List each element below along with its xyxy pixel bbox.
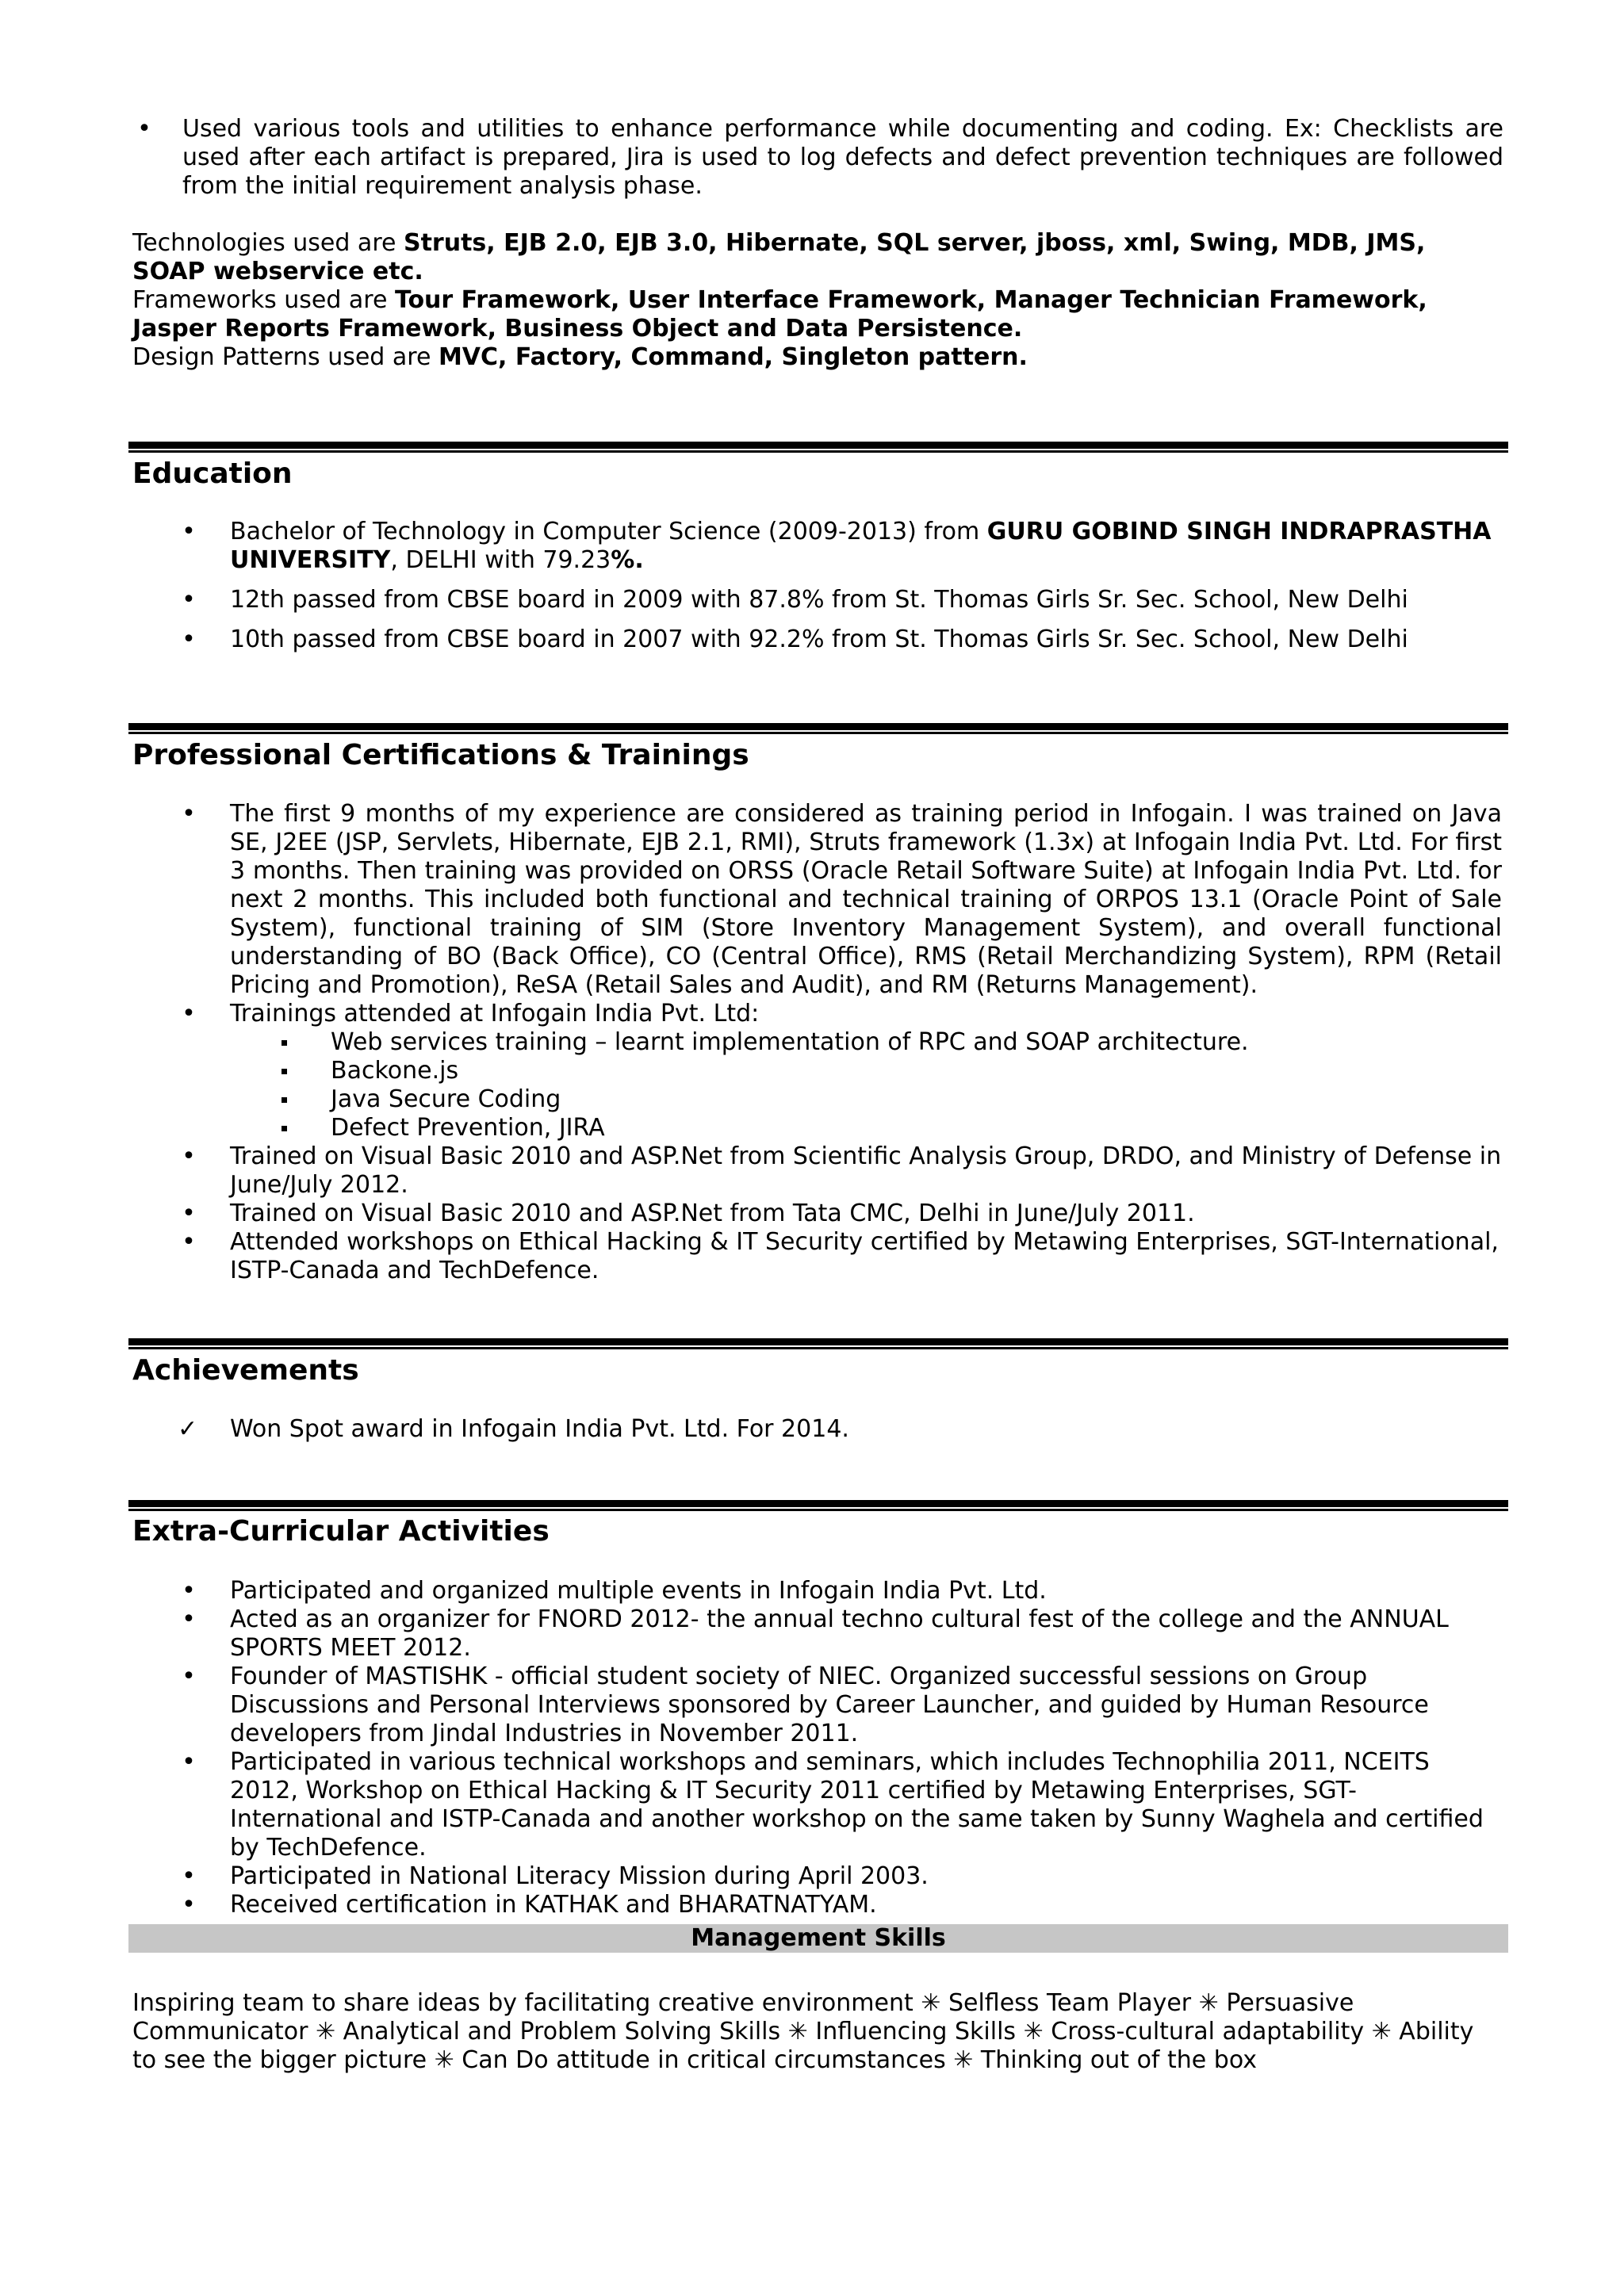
list-item: • Participated and organized multiple events in Infogain India Pvt. Ltd.	[182, 1577, 1047, 1605]
sublist-item: Java Secure Coding	[331, 1085, 1502, 1114]
list-item: • The first 9 months of my experience are considered as training period in Infogain. I was trained on Java SE, J2EE (JSP, Servlets, Hibernate, EJB 2.1, RMI), Struts framework (1.3x) at Infogain India Pvt. Ltd. For first 3 months. Then training was provided on ORSS (Oracle Retail Software Suite) at Infogain India Pvt. Ltd. for next 2 months. This included both functional and technical training of ORPOS 13.1 (Oracle Point of Sale System), functional training of SIM (Store Inventory Management System), and overall functional understanding of BO (Back Office), CO (Central Office), RMS (Retail Merchandizing System), RPM (Retail Pricing and Promotion), ReSA (Retail Sales and Audit), and RM (Returns Management).	[182, 800, 1502, 999]
list-item: • 12th passed from CBSE board in 2009 with 87.8% from St. Thomas Girls Sr. Sec. School, New Delhi	[182, 586, 1408, 614]
list-item: • Attended workshops on Ethical Hacking & IT Security certified by Metawing Enterprises, SGT-International, ISTP-Canada and TechDefence.	[182, 1228, 1499, 1284]
management-skills-banner: Management Skills	[128, 1924, 1508, 1953]
bullet-icon: •	[182, 518, 196, 545]
bullet-icon: •	[182, 626, 196, 653]
section-divider	[128, 723, 1508, 734]
bullet-icon: •	[182, 1862, 196, 1890]
design-patterns-label: Design Patterns used are	[132, 343, 439, 371]
design-patterns-value: MVC, Factory, Command, Singleton pattern.	[438, 343, 1028, 371]
management-skills-text: Inspiring team to share ideas by facilitating creative environment ✳ Selfless Team Player ✳ Persuasive Communicator ✳ Analytical and Problem Solving Skills ✳ Influencing Skills ✳ Cross-cultural adaptability ✳ Ability to see the bigger picture ✳ Can Do attitude in critical circumstances ✳ Thinking out of the box	[132, 1989, 1474, 2074]
list-item: • Trainings attended at Infogain India Pvt. Ltd: Web services training – learnt implementation of RPC and SOAP architecture. Backone.js Java Secure Coding Defect Prevention, JIRA	[230, 1000, 1502, 1142]
education-heading: Education	[132, 457, 293, 490]
frameworks-label: Frameworks used are	[132, 286, 395, 314]
square-bullet-icon	[282, 1040, 287, 1046]
certifications-list	[182, 800, 1502, 1285]
technologies-value: Struts, EJB 2.0, EJB 3.0, Hibernate, SQL server, jboss, xml, Swing, MDB, JMS, SOAP webservice etc.	[132, 229, 1426, 285]
list-item: • Received certification in KATHAK and BHARATNATYAM.	[182, 1891, 877, 1919]
trainings-sublist	[230, 1028, 1502, 1142]
list-item: ✓ Won Spot award in Infogain India Pvt. Ltd. For 2014.	[178, 1415, 849, 1443]
bullet-icon: •	[182, 1142, 196, 1170]
list-item: • 10th passed from CBSE board in 2007 with 92.2% from St. Thomas Girls Sr. Sec. School, New Delhi	[182, 626, 1408, 653]
list-item: • Acted as an organizer for FNORD 2012- the annual techno cultural fest of the college and the ANNUAL SPORTS MEET 2012.	[182, 1605, 1449, 1662]
achievements-heading: Achievements	[132, 1354, 359, 1387]
checkmark-icon: ✓	[178, 1415, 198, 1443]
bullet-icon: •	[182, 586, 196, 614]
experience-bullet-list	[137, 115, 1503, 201]
bullet-icon: •	[182, 1200, 196, 1227]
extracurricular-list	[182, 1577, 1502, 1919]
sublist-item: Web services training – learnt implementation of RPC and SOAP architecture.	[331, 1028, 1502, 1057]
list-item: • Participated in various technical workshops and seminars, which includes Technophilia 2011, NCEITS 2012, Workshop on Ethical Hacking & IT Security 2011 certified by Metawing Enterprises, SGT-International and ISTP-Canada and another workshop on the same taken by Sunny Waghela and certified by TechDefence.	[182, 1748, 1484, 1862]
square-bullet-icon	[282, 1069, 287, 1074]
section-divider	[128, 1338, 1508, 1349]
certifications-heading: Professional Certifications & Trainings	[132, 739, 749, 771]
bullet-icon: •	[182, 1577, 196, 1605]
bullet-icon: •	[182, 1228, 196, 1256]
bullet-icon: •	[182, 1891, 196, 1919]
section-divider	[128, 442, 1508, 453]
list-item: • Participated in National Literacy Mission during April 2003.	[182, 1862, 929, 1890]
bullet-icon: •	[137, 115, 151, 143]
section-divider	[128, 1500, 1508, 1511]
bullet-icon: •	[182, 1748, 196, 1776]
bullet-icon: •	[182, 1605, 196, 1633]
technologies-block	[132, 229, 1504, 372]
list-item: • Trained on Visual Basic 2010 and ASP.Net from Scientific Analysis Group, DRDO, and Ministry of Defense in June/July 2012.	[182, 1142, 1502, 1199]
bullet-icon: •	[182, 1663, 196, 1690]
technologies-label: Technologies used are	[132, 229, 404, 257]
bullet-icon: •	[182, 800, 196, 828]
sublist-item: Defect Prevention, JIRA	[331, 1114, 1502, 1142]
square-bullet-icon	[282, 1097, 287, 1103]
list-item-text: Used various tools and utilities to enhance performance while documenting and coding. Ex: Checklists are used after each artifact is prepared, Jira is used to log defects and defect prevention techniques are followed from the initial requirement analysis phase.	[182, 115, 1503, 200]
achievements-list	[178, 1415, 1502, 1444]
frameworks-value: Tour Framework, User Interface Framework, Manager Technician Framework, Jasper Reports Framework, Business Object and Data Persistence.	[132, 286, 1427, 342]
education-list	[182, 518, 1502, 654]
sublist-item: Backone.js	[331, 1057, 1502, 1085]
list-item: • Founder of MASTISHK - official student society of NIEC. Organized successful sessions on Group Discussions and Personal Interviews sponsored by Career Launcher, and guided by Human Resource developers from Jindal Industries in November 2011.	[182, 1663, 1429, 1747]
square-bullet-icon	[282, 1126, 287, 1131]
bullet-icon: •	[182, 1000, 196, 1027]
list-item: • Trained on Visual Basic 2010 and ASP.Net from Tata CMC, Delhi in June/July 2011.	[182, 1200, 1195, 1227]
list-item	[137, 115, 1503, 201]
extracurricular-heading: Extra-Curricular Activities	[132, 1515, 550, 1548]
list-item: • Bachelor of Technology in Computer Science (2009-2013) from GURU GOBIND SINGH INDRAPRASTHA UNIVERSITY, DELHI with 79.23%.	[182, 518, 1492, 574]
